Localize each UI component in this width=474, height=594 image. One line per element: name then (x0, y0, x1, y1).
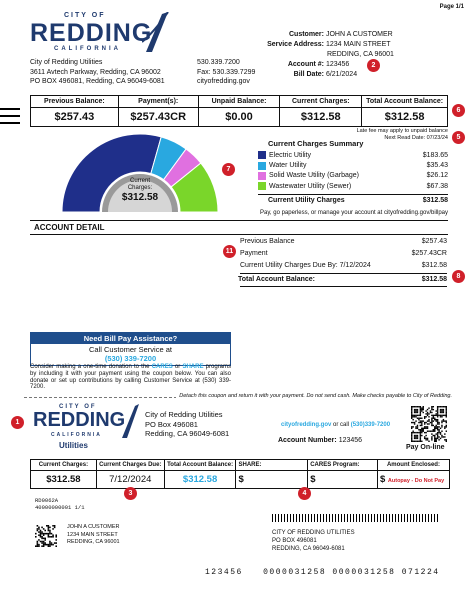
remit-to-line2: REDDING, CA 96049-6081 (272, 545, 345, 552)
mail-codes (35, 497, 85, 511)
coupon-account (278, 437, 362, 444)
account-info (262, 60, 357, 80)
bill-date-label: Bill Date: (293, 71, 324, 78)
legend-total-row (258, 194, 448, 204)
legend-item (258, 160, 448, 170)
late-fee-note: Late fee may apply to unpaid balance (356, 128, 448, 134)
coupon-total-balance: $312.58 (164, 471, 236, 489)
legend-value: $35.43 (426, 162, 448, 170)
summary-header: Total Account Balance: (362, 96, 448, 108)
coupon-due-date: 7/12/2024 (96, 471, 164, 489)
summary-header: Unpaid Balance: (198, 96, 280, 108)
coupon-header: CARES Program: (308, 460, 378, 471)
scanline-amounts: 0000031258 0000031258 071224 (263, 568, 440, 577)
marker-2: 2 (367, 59, 380, 72)
donation-text (30, 364, 231, 391)
scanline-account: 123456 (205, 568, 243, 577)
legend-label: Solid Waste Utility (Garbage) (269, 172, 359, 180)
service-address-label: Service Address: (267, 41, 324, 48)
service-address-line2: REDDING, CA 96001 (327, 51, 394, 58)
account-detail-rows (240, 236, 447, 287)
detail-total-value: $312.58 (421, 276, 447, 283)
charges-legend (258, 139, 448, 204)
customer-value: JOHN A CUSTOMER (325, 31, 393, 38)
coupon-header: SHARE: (236, 460, 308, 471)
marker-3: 3 (124, 487, 137, 500)
legend-value: $26.12 (426, 172, 448, 180)
amount-enclosed-symbol: $ (379, 474, 386, 485)
utility-web[interactable]: cityofredding.gov (197, 78, 250, 85)
logo-main-text: REDDING (30, 19, 153, 47)
pay-online-label: Pay On-line (406, 444, 445, 451)
donation-text-part: Consider making a one-time donation to the (30, 364, 152, 370)
marker-7: 7 (222, 163, 235, 176)
detail-row-label: Previous Balance (240, 238, 295, 245)
utility-line2: PO BOX 496081, Redding, CA 96049-6081 (30, 78, 165, 85)
legend-swatch (258, 172, 266, 180)
coupon-header: Total Account Balance: (164, 460, 236, 471)
service-address-line1: 1234 MAIN STREET (325, 41, 391, 48)
fold-marks (0, 108, 20, 124)
donut-center-caption: Current Charges: (127, 178, 153, 191)
coupon-logo (33, 404, 143, 450)
mail-to-line2: REDDING, CA 96001 (67, 539, 120, 545)
legend-label: Water Utility (269, 162, 307, 170)
detail-row-value: $257.43CR (411, 250, 447, 257)
coupon-share-amount[interactable]: $ (236, 471, 308, 489)
coupon-logo-utilities: Utilities (59, 441, 88, 450)
cares-link[interactable]: CARES (151, 364, 173, 370)
coupon-address (145, 410, 229, 439)
pay-online-qr-code[interactable] (411, 406, 447, 442)
legend-label: Wastewater Utility (Sewer) (269, 182, 352, 190)
customer-label: Customer: (288, 31, 324, 38)
utility-name: City of Redding Utilities (30, 59, 103, 66)
coupon-logo-swoosh-icon (119, 404, 141, 438)
utility-contact (197, 58, 255, 87)
detail-total-label: Total Account Balance: (238, 276, 316, 283)
detail-row (240, 248, 447, 260)
donation-text-part: or (172, 364, 183, 370)
marker-6: 6 (452, 104, 465, 117)
coupon-web-call (281, 422, 390, 428)
coupon-logo-main: REDDING (33, 409, 126, 431)
remit-to-line1: PO BOX 496081 (272, 537, 317, 544)
legend-swatch (258, 162, 266, 170)
detail-row-value: $312.58 (421, 262, 447, 269)
account-detail-header (30, 220, 448, 235)
utility-phone: 530.339.7200 (197, 59, 240, 66)
marker-11: 11 (223, 245, 236, 258)
summary-header: Current Charges: (280, 96, 362, 108)
paperless-note: Pay, go paperless, or manage your account at cityofredding.gov/billpay (260, 210, 448, 216)
legend-item (258, 171, 448, 181)
balance-summary-table (30, 95, 448, 127)
marker-5: 5 (452, 131, 465, 144)
coupon-account-value: 123456 (338, 437, 363, 444)
detail-total-row (240, 273, 447, 287)
legend-title: Current Charges Summary (268, 139, 364, 148)
coupon-current-charges: $312.58 (31, 471, 97, 489)
scanline (205, 568, 440, 577)
coupon-header: Amount Enclosed: (377, 460, 449, 471)
logo-top-text: CITY OF (64, 12, 106, 19)
current-charges-value: $312.58 (280, 108, 362, 127)
coupon-table (30, 459, 450, 489)
coupon-cares-amount[interactable]: $ (308, 471, 378, 489)
legend-total-value: $312.58 (422, 196, 448, 204)
page-number: Page 1/1 (439, 4, 464, 10)
coupon-or-call: or call (333, 422, 350, 428)
remit-to-name: CITY OF REDDING UTILITIES (272, 530, 355, 536)
previous-balance-value: $257.43 (31, 108, 119, 127)
donation-text-part: programs by including it with your payment using the coupon below. You can also donate or set up contributions by calling Customer Service at (530) 339-7200. (30, 364, 231, 391)
mailing-datamatrix-code (35, 525, 57, 547)
assist-title: Need Bill Pay Assistance? (31, 333, 230, 344)
summary-header: Payment(s): (118, 96, 198, 108)
unpaid-balance-value: $0.00 (198, 108, 280, 127)
remit-to-address (272, 530, 355, 553)
marker-8: 8 (452, 270, 465, 283)
summary-header: Previous Balance: (31, 96, 119, 108)
autopay-note: Autopay - Do Not Pay (387, 478, 445, 484)
payments-value: $257.43CR (118, 108, 198, 127)
total-balance-value: $312.58 (362, 108, 448, 127)
legend-swatch (258, 151, 266, 159)
legend-item (258, 150, 448, 160)
legend-value: $67.38 (426, 182, 448, 190)
bill-pay-assistance-box (30, 332, 231, 366)
coupon-phone[interactable]: (530)339-7200 (350, 422, 391, 428)
legend-value: $183.65 (422, 151, 448, 159)
coupon-utility-name: City of Redding Utilities (145, 410, 223, 419)
detail-row (240, 236, 447, 248)
coupon-utility-line2: Redding, CA 96049-6081 (145, 429, 230, 438)
coupon-amount-enclosed[interactable] (377, 471, 449, 489)
coupon-header: Current Charges: (31, 460, 97, 471)
marker-1: 1 (11, 416, 24, 429)
mail-code-2: 40000000001 1/1 (35, 504, 85, 511)
mail-to-name: JOHN A CUSTOMER (67, 524, 120, 530)
donut-center-value: $312.58 (121, 192, 159, 203)
coupon-utility-line1: PO Box 496081 (145, 419, 198, 429)
detail-row (240, 260, 447, 272)
mail-code-1: RD0062A (35, 497, 59, 504)
detail-row-label: Current Utility Charges Due By: 7/12/2024 (240, 262, 371, 269)
coupon-header: Current Charges Due: (96, 460, 164, 471)
city-logo (30, 12, 170, 54)
detail-row-label: Payment (240, 250, 268, 257)
utility-line1: 3611 Avtech Parkway, Redding, CA 96002 (30, 68, 161, 76)
share-link[interactable]: SHARE (182, 364, 204, 370)
coupon-web-link[interactable]: cityofredding.gov (281, 422, 332, 428)
mail-to-address (67, 524, 120, 547)
bill-date-value: 6/21/2024 (325, 71, 358, 78)
logo-swoosh-icon (142, 12, 170, 52)
coupon-account-label: Account Number: (278, 437, 337, 444)
coupon-logo-top: CITY OF (59, 404, 97, 410)
account-detail-title: ACCOUNT DETAIL (34, 223, 105, 232)
account-label: Account #: (287, 61, 324, 68)
logo-sub-text: CALIFORNIA (54, 46, 121, 52)
detail-row-value: $257.43 (421, 238, 447, 245)
assist-line1: Call Customer Service at (89, 345, 172, 354)
marker-4: 4 (298, 487, 311, 500)
account-value: 123456 (325, 61, 350, 68)
coupon-logo-sub: CALIFORNIA (51, 432, 102, 438)
next-read-note: Next Read Date: 07/23/24 (384, 135, 448, 141)
postal-barcode (272, 514, 440, 522)
assist-phone[interactable]: (530) 339-7200 (104, 354, 157, 363)
detach-note: Detach this coupon and return it with your payment. Do not send cash. Make checks payable to City of Redding. (176, 393, 452, 399)
utility-address (30, 58, 165, 87)
utility-fax: Fax: 530.339.7299 (197, 68, 256, 76)
legend-swatch (258, 182, 266, 190)
mail-to-line1: 1234 MAIN STREET (67, 531, 118, 538)
legend-total-label: Current Utility Charges (268, 196, 345, 204)
legend-item (258, 181, 448, 191)
customer-info (262, 30, 394, 60)
donut-center-label (110, 178, 170, 203)
legend-label: Electric Utility (269, 151, 312, 159)
